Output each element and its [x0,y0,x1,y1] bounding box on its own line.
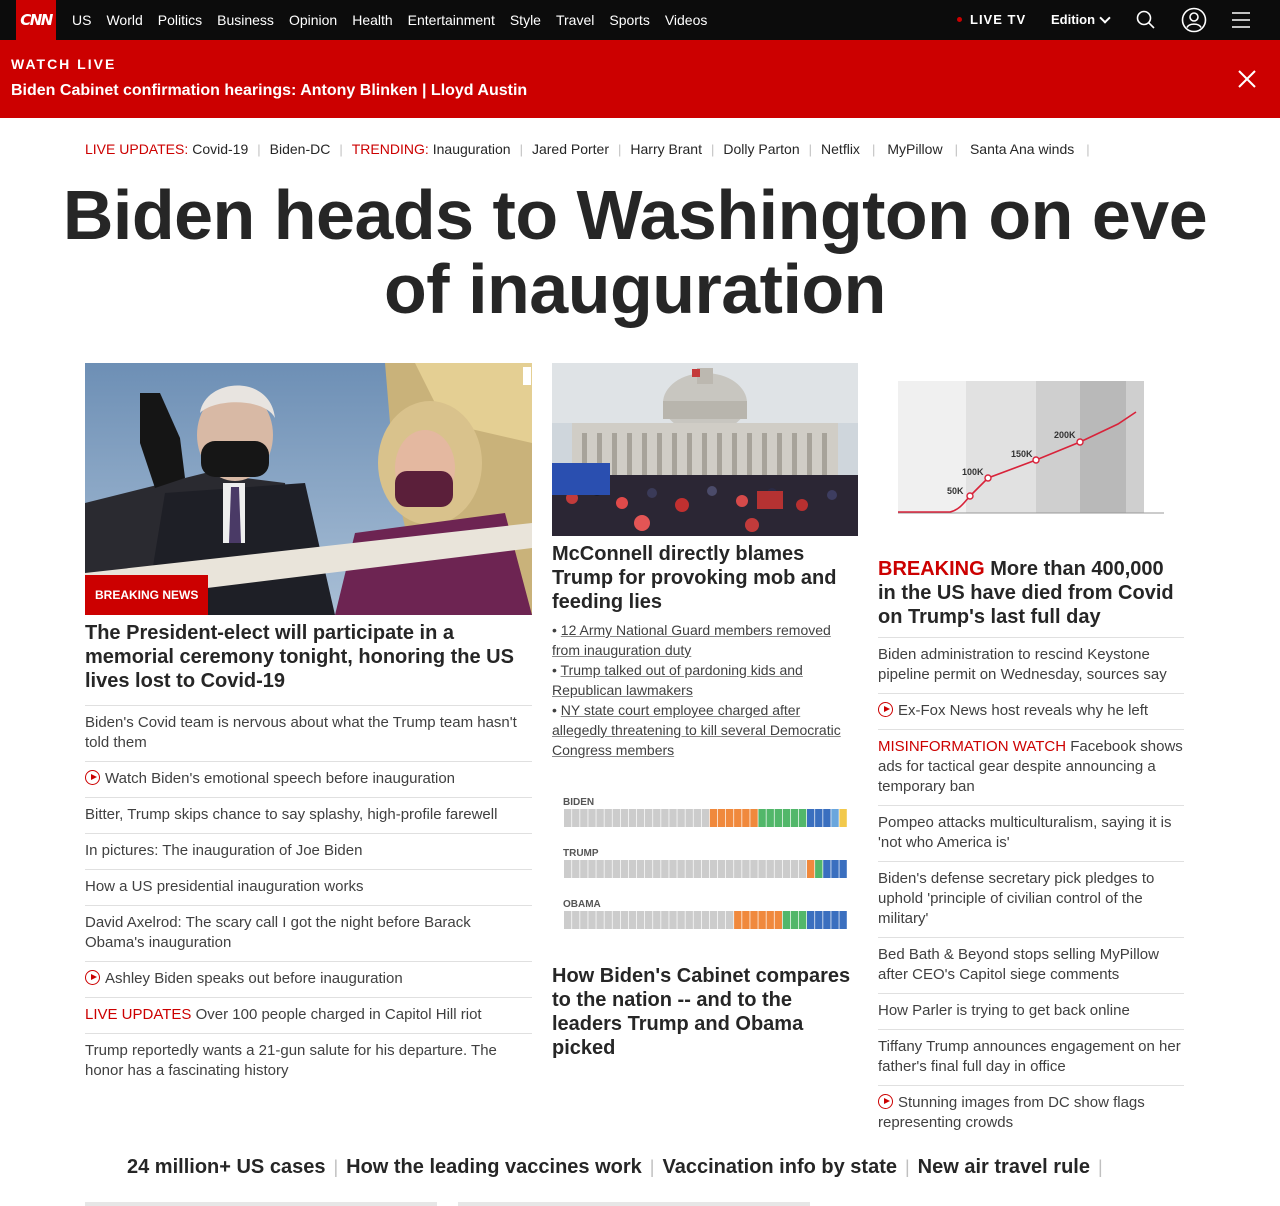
cabinet-segment [758,809,765,827]
covid-deaths-graphic[interactable] [878,378,1184,533]
cabinet-row-obama [564,911,847,929]
nav-link-sports[interactable]: Sports [609,12,650,28]
list-item-text: Ex-Fox News host reveals why he left [898,702,1149,719]
trending-bar [85,139,1102,159]
list-item[interactable] [878,637,1184,694]
live-tv-button[interactable] [957,12,1026,27]
nav-link-business[interactable]: Business [217,12,274,28]
chevron-down-icon [1099,12,1110,23]
cabinet-segment [742,911,749,929]
cabinet-segment [637,860,644,878]
list-item-text: Bitter, Trump skips chance to say splashy, high-profile farewell [85,806,498,823]
capitol-image[interactable] [552,363,858,536]
cabinet-segment [710,860,717,878]
list-item[interactable] [878,862,1184,938]
covid-headline[interactable] [878,557,1184,629]
breaking-label: BREAKING [878,558,985,580]
cabinet-segment [694,809,701,827]
list-item-text: Tiffany Trump announces engagement on her father's final full day in office [878,1038,1181,1075]
cabinet-segment [718,911,725,929]
cabinet-segment [823,911,830,929]
list-item-text: Ashley Biden speaks out before inauguration [105,970,403,987]
top-nav [0,0,1280,40]
list-item[interactable] [85,998,532,1034]
cabinet-segment [807,911,814,929]
cabinet-segment [653,809,660,827]
divider: | [339,141,343,157]
list-item-text: Watch Biden's emotional speech before inauguration [105,770,456,787]
cabinet-segment [767,809,774,827]
cabinet-segment [653,911,660,929]
cabinet-segment [621,809,628,827]
cabinet-segment [596,860,603,878]
cabinet-segment [799,860,806,878]
lead-column [85,363,532,1089]
list-item-text: Over 100 people charged in Capitol Hill riot [195,1006,482,1023]
cnn-logo[interactable]: CNN [16,0,56,40]
cabinet-segment [734,911,741,929]
watch-live-banner[interactable] [0,40,1280,118]
trending-item[interactable]: Inauguration [432,141,511,157]
divider: | [1097,1156,1103,1177]
cabinet-segment [629,809,636,827]
cabinet-segment [637,911,644,929]
divider: | [257,141,261,157]
bottom-link[interactable]: 24 million+ US cases [127,1155,326,1178]
chart-label-trump: TRUMP [563,848,599,859]
cabinet-segment [767,860,774,878]
bullet-link[interactable]: Trump talked out of pardoning kids and Republican lawmakers [552,662,803,698]
cabinet-segment [718,860,725,878]
edition-button[interactable] [1051,12,1109,27]
cabinet-segment [686,860,693,878]
cabinet-segment [645,809,652,827]
cabinet-segment [572,911,579,929]
list-item-text: David Axelrod: The scary call I got the night before Barack Obama's inauguration [85,914,471,951]
cabinet-segment [564,860,571,878]
cabinet-segment [831,911,838,929]
cabinet-segment [783,860,790,878]
divider: | [519,141,523,157]
cabinet-segment [750,911,757,929]
trending-item[interactable]: Dolly Parton [723,141,800,157]
list-item-text: Trump reportedly wants a 21-gun salute for his departure. The honor has a fascinating history [85,1042,497,1079]
chart-label-biden: BIDEN [563,797,595,808]
trending-item[interactable]: Santa Ana winds [969,141,1075,157]
banner-headline[interactable]: Biden Cabinet confirmation hearings: Antony Blinken | Lloyd Austin [11,82,528,99]
divider: | [333,1156,339,1177]
cabinet-segment [621,860,628,878]
cabinet-segment [839,809,846,827]
capitol-photo [552,363,858,536]
cabinet-segment [775,860,782,878]
list-item-text: How Parler is trying to get back online [878,1002,1130,1019]
nav-link-politics[interactable]: Politics [157,12,203,28]
bottom-link[interactable]: Vaccination info by state [662,1155,897,1178]
cabinet-segment [791,860,798,878]
cabinet-graphic-svg [552,792,858,942]
list-item[interactable] [878,938,1184,994]
nav-link-us[interactable]: US [72,12,92,28]
play-icon [85,770,100,785]
cabinet-segment [588,911,595,929]
cabinet-segment [742,860,749,878]
chart-label-150k: 150K [1011,449,1033,459]
cabinet-segment [580,860,587,878]
cabinet-segment [588,860,595,878]
right-story-list [878,637,1184,1141]
cabinet-segment [807,809,814,827]
nav-link-videos[interactable]: Videos [664,12,708,28]
cabinet-segment [596,911,603,929]
divider: | [954,141,958,157]
divider: | [710,141,715,157]
cabinet-segment [758,911,765,929]
bottom-links [127,1153,1111,1181]
cabinet-segment [718,809,725,827]
bottom-link[interactable]: How the leading vaccines work [346,1155,642,1178]
cabinet-segment [750,860,757,878]
cabinet-headline[interactable]: How Biden's Cabinet compares to the nation -- and to the leaders Trump and Obama picked [552,965,851,1059]
main-headline[interactable]: Biden heads to Washington on eve of inauguration [62,176,1208,328]
close-icon[interactable] [1236,68,1258,90]
cabinet-segment [564,911,571,929]
cabinet-segment [661,860,668,878]
cabinet-segment [710,809,717,827]
cabinet-segment [726,911,733,929]
cabinet-segment [661,911,668,929]
list-item[interactable] [85,705,532,762]
biden-hero-image[interactable] [85,363,532,615]
list-item[interactable] [85,870,532,906]
cabinet-segment [815,911,822,929]
cabinet-segment [815,809,822,827]
nav-link-travel[interactable]: Travel [555,12,595,28]
lead-story-list [85,705,532,1089]
trending-item[interactable]: MyPillow [887,141,943,157]
cabinet-segment [726,809,733,827]
divider: | [618,141,622,157]
cabinet-segment [588,809,595,827]
cabinet-segment [661,809,668,827]
cabinet-segment [799,809,806,827]
trending-item[interactable]: Jared Porter [531,141,610,157]
cabinet-segment [637,809,644,827]
nav-link-opinion[interactable]: Opinion [288,12,338,28]
list-item-text: How a US presidential inauguration works [85,878,364,895]
divider: | [808,141,813,157]
cabinet-segment [831,860,838,878]
cabinet-segment [629,860,636,878]
cabinet-segment [783,911,790,929]
chart-label-obama: OBAMA [563,899,601,910]
divider: | [871,141,876,157]
menu-icon[interactable] [1231,8,1251,32]
next-section-edge [85,1202,437,1206]
mcconnell-headline[interactable]: McConnell directly blames Trump for provoking mob and feeding lies [552,543,837,613]
cabinet-segment [605,911,612,929]
cabinet-segment [580,809,587,827]
list-item-text: In pictures: The inauguration of Joe Biden [85,842,363,859]
live-tv-label: LIVE TV [970,12,1027,27]
bullet-item[interactable]: • Trump talked out of pardoning kids and Republican lawmakers [552,662,803,698]
cabinet-segment [734,860,741,878]
cabinet-segment [734,809,741,827]
cabinet-segment [572,860,579,878]
live-dot-icon [957,17,962,22]
cabinet-segment [791,911,798,929]
bullet-link[interactable]: NY state court employee charged after allegedly threatening to kill several Democratic Congress members [552,702,841,758]
cabinet-segment [686,809,693,827]
bullet-item[interactable]: • NY state court employee charged after allegedly threatening to kill several Democratic Congress members [552,702,841,758]
nav-link-style[interactable]: Style [509,12,541,28]
list-item[interactable] [878,806,1184,862]
lead-story-headline[interactable]: The President-elect will participate in a memorial ceremony tonight, honoring the US lives lost to Covid-19 [85,622,514,692]
cabinet-segment [596,809,603,827]
cabinet-segment [564,809,571,827]
trending-item[interactable]: Netflix [821,141,860,157]
cabinet-segment [815,860,822,878]
cabinet-segment [669,809,676,827]
cabinet-segment [613,860,620,878]
list-item-text: Bed Bath & Beyond stops selling MyPillow after CEO's Capitol siege comments [878,946,1159,983]
covid-headline-text: More than 400,000 in the US have died from Covid on Trump's last full day [878,558,1174,628]
list-item-text: Biden's defense secretary pick pledges to uphold 'principle of civilian control of the military' [878,870,1155,927]
list-item[interactable] [85,762,532,798]
chart-label-50k: 50K [947,486,964,496]
nav-link-entertainment[interactable]: Entertainment [407,12,495,28]
cabinet-segment [702,860,709,878]
list-item[interactable] [85,906,532,962]
bullet-item[interactable]: • 12 Army National Guard members removed from inauguration duty [552,622,831,658]
cabinet-segment [677,809,684,827]
right-column [878,363,1184,1141]
bullet-list [552,620,858,760]
play-icon [85,970,100,985]
cabinet-segment [694,911,701,929]
cabinet-segment [613,911,620,929]
cabinet-segment [839,860,846,878]
list-item-text: Biden administration to rescind Keystone pipeline permit on Wednesday, sources say [878,646,1167,683]
cabinet-segment [677,860,684,878]
live-updates-label: LIVE UPDATES: [85,141,189,157]
list-item-text: Stunning images from DC show flags representing crowds [878,1094,1145,1131]
trending-item[interactable]: Covid-19 [192,141,249,157]
breaking-news-badge: BREAKING NEWS [85,575,208,615]
list-item[interactable] [85,834,532,870]
covid-graphic-svg [878,378,1184,533]
cabinet-comparison-graphic[interactable] [552,792,858,942]
chart-label-100k: 100K [962,467,984,477]
cabinet-segment [605,809,612,827]
next-section-edge [458,1202,810,1206]
misinformation-watch-prefix: MISINFORMATION WATCH [878,738,1067,755]
cabinet-segment [613,809,620,827]
live-updates-prefix: LIVE UPDATES [85,1006,192,1023]
cabinet-segment [580,911,587,929]
cabinet-segment [694,860,701,878]
list-item-text: Biden's Covid team is nervous about what the Trump team hasn't told them [85,714,517,751]
cabinet-segment [653,860,660,878]
cabinet-segment [710,911,717,929]
list-item[interactable] [85,798,532,834]
cabinet-segment [669,860,676,878]
play-icon [878,702,893,717]
bottom-link[interactable]: New air travel rule [917,1155,1090,1178]
divider: | [1086,141,1090,157]
cabinet-segment [791,809,798,827]
cabinet-row-trump [564,860,847,878]
cabinet-segment [831,809,838,827]
trending-item[interactable]: Harry Brant [630,141,702,157]
trending-label: TRENDING: [351,141,429,157]
cabinet-segment [572,809,579,827]
middle-column [552,363,858,1060]
nav-links [72,0,722,40]
cabinet-segment [621,911,628,929]
play-icon [878,1094,893,1109]
cabinet-segment [799,911,806,929]
cabinet-segment [742,809,749,827]
banner-label: WATCH LIVE [11,56,117,72]
list-item-text: Facebook shows ads for tactical gear despite announcing a temporary ban [878,738,1183,795]
cabinet-segment [645,911,652,929]
divider: | [904,1156,910,1177]
cabinet-segment [645,860,652,878]
cabinet-segment [783,809,790,827]
cabinet-segment [750,809,757,827]
cabinet-segment [726,860,733,878]
cabinet-segment [669,911,676,929]
cabinet-segment [775,911,782,929]
list-item[interactable] [85,962,532,998]
cabinet-segment [677,911,684,929]
cabinet-segment [767,911,774,929]
cabinet-segment [702,809,709,827]
list-item[interactable] [878,730,1184,806]
cabinet-segment [823,809,830,827]
trending-item[interactable]: Biden-DC [269,141,331,157]
list-item[interactable] [878,994,1184,1030]
search-icon[interactable] [1134,8,1158,32]
cabinet-segment [702,911,709,929]
list-item-text: Pompeo attacks multiculturalism, saying it is 'not who America is' [878,814,1172,851]
cabinet-segment [807,860,814,878]
account-icon[interactable] [1181,7,1207,33]
list-item[interactable] [878,1030,1184,1086]
divider: | [649,1156,655,1177]
cabinet-segment [758,860,765,878]
cabinet-row-biden [564,809,847,827]
nav-link-health[interactable]: Health [352,12,393,28]
list-item[interactable] [878,1086,1184,1141]
cabinet-segment [686,911,693,929]
cabinet-segment [605,860,612,878]
list-item[interactable] [878,694,1184,730]
list-item[interactable] [85,1034,532,1089]
chart-label-200k: 200K [1054,430,1076,440]
cabinet-segment [823,860,830,878]
edition-label: Edition [1051,12,1096,27]
nav-link-world[interactable]: World [106,12,143,28]
cabinet-segment [775,809,782,827]
bullet-link[interactable]: 12 Army National Guard members removed from inauguration duty [552,622,831,658]
cabinet-segment [629,911,636,929]
cabinet-segment [839,911,846,929]
